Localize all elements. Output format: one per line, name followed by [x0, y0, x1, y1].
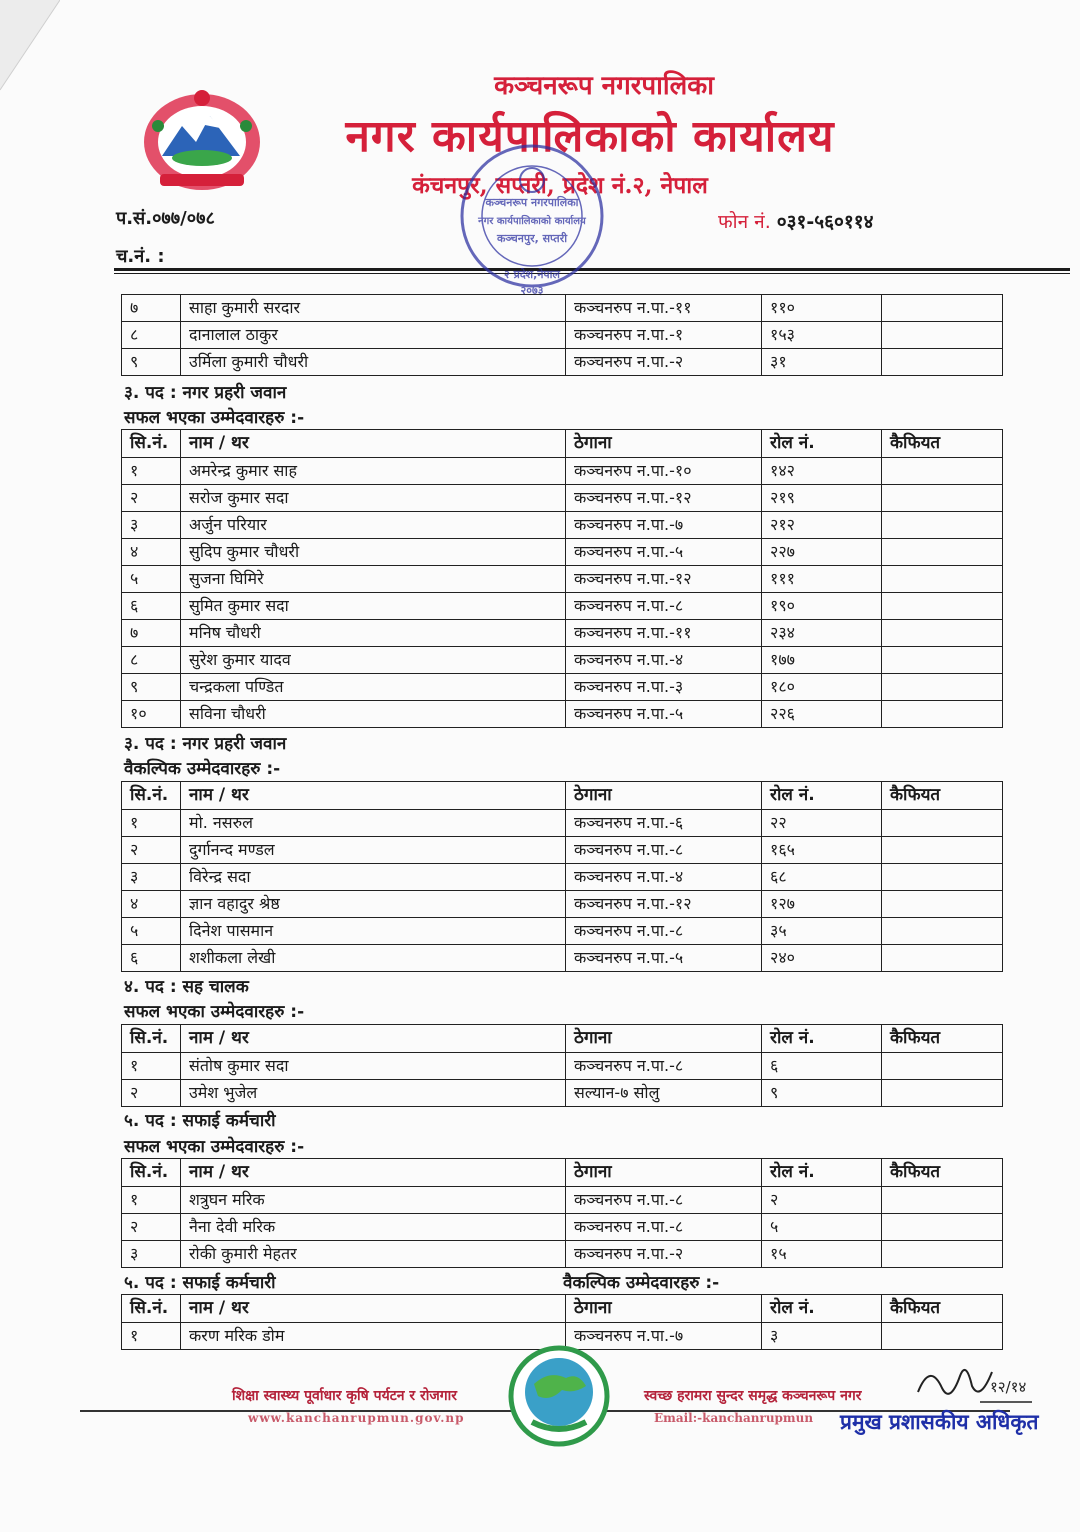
col-remarks: कैफियत [882, 1025, 1003, 1053]
cell-roll: १२७ [762, 891, 882, 918]
municipality-name: कञ्चनरूप नगरपालिका [494, 71, 714, 101]
cell-address: कञ्चनरुप न.पा.-७ [566, 1323, 762, 1350]
cell-remarks [882, 810, 1003, 837]
signature-date: १२/१४ [990, 1378, 1027, 1396]
cell-name: रोकी कुमारी मेहतर [181, 1241, 566, 1268]
cell-remarks [882, 945, 1003, 972]
table-row [122, 458, 1003, 485]
col-roll: रोल नं. [762, 1159, 882, 1187]
cell-address: कञ्चनरुप न.पा.-११ [566, 620, 762, 647]
cell-remarks [882, 1214, 1003, 1241]
cell-roll: ९ [762, 1080, 882, 1107]
cell-remarks [882, 918, 1003, 945]
stamp-line-2: नगर कार्यपालिकाको कार्यालय [478, 216, 586, 227]
cell-sn: ३ [122, 1241, 181, 1268]
cell-roll: २१२ [762, 512, 882, 539]
cell-address: कञ्चनरुप न.पा.-८ [566, 918, 762, 945]
cell-roll: १४२ [762, 458, 882, 485]
signature [910, 1352, 1040, 1414]
cell-name: मनिष चौधरी [181, 620, 566, 647]
col-roll: रोल नं. [762, 1025, 882, 1053]
section-3-subtitle: सफल भएका उम्मेदवारहरु :- [124, 1002, 305, 1022]
col-name: नाम / थर [181, 782, 566, 810]
cell-name: संतोष कुमार सदा [181, 1053, 566, 1080]
cell-remarks [882, 891, 1003, 918]
cell-name: उमेश भुजेल [181, 1080, 566, 1107]
cell-roll: १७७ [762, 647, 882, 674]
cell-name: सरोज कुमार सदा [181, 485, 566, 512]
cell-address: कञ्चनरुप न.पा.-५ [566, 945, 762, 972]
cell-address: कञ्चनरुप न.पा.-५ [566, 539, 762, 566]
table-row [122, 349, 1003, 376]
table-row [122, 918, 1003, 945]
cell-address: कञ्चनरुप न.पा.-६ [566, 810, 762, 837]
cell-remarks [882, 593, 1003, 620]
cell-address: कञ्चनरुप न.पा.-१ [566, 322, 762, 349]
table-row [122, 1214, 1003, 1241]
cell-name: साहा कुमारी सरदार [181, 295, 566, 322]
col-sn: सि.नं. [122, 430, 181, 458]
cell-roll: २३४ [762, 620, 882, 647]
cell-roll: ६ [762, 1053, 882, 1080]
table-row [122, 945, 1003, 972]
col-name: नाम / थर [181, 430, 566, 458]
stamp-line-1: कञ्चनरूप नगरपालिका [485, 196, 579, 209]
cell-sn: ३ [122, 864, 181, 891]
office-title: नगर कार्यपालिकाको कार्यालय [345, 111, 835, 162]
cell-remarks [882, 1241, 1003, 1268]
table-row [122, 1053, 1003, 1080]
cell-roll: २१९ [762, 485, 882, 512]
cell-name: दानालाल ठाकुर [181, 322, 566, 349]
cell-name: सुरेश कुमार यादव [181, 647, 566, 674]
col-remarks: कैफियत [882, 430, 1003, 458]
table-row [122, 891, 1003, 918]
cell-remarks [882, 295, 1003, 322]
cell-roll: ११० [762, 295, 882, 322]
office-address: कंचनपुर, सप्तरी, प्रदेश नं.२, नेपाल [412, 172, 708, 199]
table-header-row [122, 782, 1003, 810]
col-address: ठेगाना [566, 430, 762, 458]
cell-roll: १५ [762, 1241, 882, 1268]
cell-remarks [882, 322, 1003, 349]
phone-value: ०३१-५६०११४ [776, 211, 874, 233]
cell-sn: १ [122, 810, 181, 837]
continuation-table [121, 294, 1003, 376]
table-row [122, 837, 1003, 864]
table-row [122, 1080, 1003, 1107]
cell-address: कञ्चनरुप न.पा.-५ [566, 701, 762, 728]
cell-sn: ४ [122, 539, 181, 566]
table-header-row [122, 1025, 1003, 1053]
col-name: नाम / थर [181, 1025, 566, 1053]
col-address: ठेगाना [566, 782, 762, 810]
table-header-row [122, 430, 1003, 458]
cell-name: करण मरिक डोम [181, 1323, 566, 1350]
col-name: नाम / थर [181, 1295, 566, 1323]
cell-address: कञ्चनरुप न.पा.-४ [566, 864, 762, 891]
cell-name: सुजना घिमिरे [181, 566, 566, 593]
cell-sn: ८ [122, 647, 181, 674]
section-1-table [121, 429, 1003, 728]
cell-name: नैना देवी मरिक [181, 1214, 566, 1241]
cell-address: कञ्चनरुप न.पा.-८ [566, 1187, 762, 1214]
cell-sn: १ [122, 1053, 181, 1080]
cell-sn: ६ [122, 945, 181, 972]
cell-roll: ६८ [762, 864, 882, 891]
cell-sn: २ [122, 837, 181, 864]
cell-name: दिनेश पासमान [181, 918, 566, 945]
col-remarks: कैफियत [882, 782, 1003, 810]
table-row [122, 1187, 1003, 1214]
col-roll: रोल नं. [762, 430, 882, 458]
cell-sn: ३ [122, 512, 181, 539]
officer-title: प्रमुख प्रशासकीय अधिकृत [840, 1409, 1039, 1434]
cell-sn: ७ [122, 295, 181, 322]
cell-remarks [882, 1187, 1003, 1214]
section-5-table [121, 1294, 1003, 1350]
cell-remarks [882, 349, 1003, 376]
table-row [122, 295, 1003, 322]
cell-sn: १ [122, 1187, 181, 1214]
cell-address: कञ्चनरुप न.पा.-८ [566, 1214, 762, 1241]
table-header-row [122, 1159, 1003, 1187]
cell-address: कञ्चनरुप न.पा.-११ [566, 295, 762, 322]
cell-address: कञ्चनरुप न.पा.-८ [566, 837, 762, 864]
cell-sn: ५ [122, 918, 181, 945]
cell-remarks [882, 837, 1003, 864]
col-roll: रोल नं. [762, 782, 882, 810]
table-row [122, 620, 1003, 647]
cell-remarks [882, 512, 1003, 539]
cell-remarks [882, 485, 1003, 512]
section-4-table [121, 1158, 1003, 1268]
cell-roll: १९० [762, 593, 882, 620]
section-3-table [121, 1024, 1003, 1107]
cell-address: कञ्चनरुप न.पा.-८ [566, 593, 762, 620]
cell-name: ज्ञान वहादुर श्रेष्ठ [181, 891, 566, 918]
table-row [122, 566, 1003, 593]
cell-remarks [882, 1323, 1003, 1350]
cell-sn: २ [122, 1214, 181, 1241]
table-row [122, 810, 1003, 837]
col-remarks: कैफियत [882, 1295, 1003, 1323]
cell-remarks [882, 647, 1003, 674]
table-row [122, 647, 1003, 674]
col-address: ठेगाना [566, 1025, 762, 1053]
stamp-line-5: २०७३ [520, 284, 544, 297]
cell-roll: ३५ [762, 918, 882, 945]
cell-address: कञ्चनरुप न.पा.-८ [566, 1053, 762, 1080]
cell-name: दुर्गानन्द मण्डल [181, 837, 566, 864]
cell-sn: २ [122, 485, 181, 512]
col-name: नाम / थर [181, 1159, 566, 1187]
cell-sn: ४ [122, 891, 181, 918]
cell-roll: ३१ [762, 349, 882, 376]
cell-remarks [882, 1053, 1003, 1080]
cell-sn: ९ [122, 674, 181, 701]
cell-name: सुमित कुमार सदा [181, 593, 566, 620]
cell-address: कञ्चनरुप न.पा.-१० [566, 458, 762, 485]
section-2-subtitle: वैकल्पिक उम्मेदवारहरु :- [124, 759, 281, 779]
col-address: ठेगाना [566, 1159, 762, 1187]
cell-name: शशीकला लेखी [181, 945, 566, 972]
cell-name: चन्द्रकला पण्डित [181, 674, 566, 701]
cell-name: सविना चौधरी [181, 701, 566, 728]
cell-roll: १८० [762, 674, 882, 701]
section-4-title: ५. पद : सफाई कर्मचारी [124, 1111, 276, 1131]
cell-sn: ७ [122, 620, 181, 647]
reference-number: प.सं.०७७/०७८ [116, 208, 215, 229]
cell-name: अमरेन्द्र कुमार साह [181, 458, 566, 485]
col-address: ठेगाना [566, 1295, 762, 1323]
footer-slogan-left: शिक्षा स्वास्थ्य पूर्वाधार कृषि पर्यटन र रोजगार [232, 1388, 457, 1404]
cell-address: कञ्चनरुप न.पा.-२ [566, 1241, 762, 1268]
table-row [122, 512, 1003, 539]
col-sn: सि.नं. [122, 782, 181, 810]
table-row [122, 864, 1003, 891]
section-4-subtitle: सफल भएका उम्मेदवारहरु :- [124, 1137, 305, 1157]
cell-sn: ५ [122, 566, 181, 593]
cell-name: शत्रुघन मरिक [181, 1187, 566, 1214]
cell-roll: २२६ [762, 701, 882, 728]
dispatch-number: च.नं. : [116, 246, 165, 267]
cell-name: विरेन्द्र सदा [181, 864, 566, 891]
cell-remarks [882, 1080, 1003, 1107]
cell-sn: ८ [122, 322, 181, 349]
footer-slogan-right: स्वच्छ हरामरा सुन्दर समृद्ध कञ्चनरूप नगर [644, 1388, 862, 1404]
cell-roll: ५ [762, 1214, 882, 1241]
cell-roll: २ [762, 1187, 882, 1214]
cell-remarks [882, 566, 1003, 593]
table-row [122, 485, 1003, 512]
cell-sn: ९ [122, 349, 181, 376]
stamp-line-3: कञ्चनपुर, सप्तरी [496, 232, 568, 245]
cell-remarks [882, 864, 1003, 891]
cell-address: कञ्चनरुप न.पा.-४ [566, 647, 762, 674]
cell-roll: ३ [762, 1323, 882, 1350]
col-sn: सि.नं. [122, 1295, 181, 1323]
cell-sn: ६ [122, 593, 181, 620]
table-row [122, 674, 1003, 701]
cell-name: मो. नसरुल [181, 810, 566, 837]
cell-remarks [882, 674, 1003, 701]
col-sn: सि.नं. [122, 1159, 181, 1187]
footer-globe-logo-icon [504, 1344, 614, 1448]
cell-sn: १ [122, 458, 181, 485]
phone-number [718, 208, 874, 234]
section-3-title: ४. पद : सह चालक [124, 977, 249, 997]
cell-roll: १५३ [762, 322, 882, 349]
cell-address: सल्यान-७ सोलु [566, 1080, 762, 1107]
table-row [122, 701, 1003, 728]
phone-label: फोन नं. [718, 211, 771, 233]
col-roll: रोल नं. [762, 1295, 882, 1323]
cell-address: कञ्चनरुप न.पा.-१२ [566, 566, 762, 593]
cell-sn: १ [122, 1323, 181, 1350]
office-stamp [448, 140, 616, 298]
cell-remarks [882, 620, 1003, 647]
cell-address: कञ्चनरुप न.पा.-२ [566, 349, 762, 376]
cell-name: अर्जुन परियार [181, 512, 566, 539]
footer-website: www.kanchanrupmun.gov.np [248, 1411, 465, 1425]
cell-roll: १११ [762, 566, 882, 593]
cell-address: कञ्चनरुप न.पा.-१२ [566, 891, 762, 918]
cell-address: कञ्चनरुप न.पा.-७ [566, 512, 762, 539]
cell-sn: २ [122, 1080, 181, 1107]
col-remarks: कैफियत [882, 1159, 1003, 1187]
cell-remarks [882, 458, 1003, 485]
section-1-subtitle: सफल भएका उम्मेदवारहरु :- [124, 408, 305, 428]
section-2-table [121, 781, 1003, 972]
table-row [122, 322, 1003, 349]
section-5-title: ५. पद : सफाई कर्मचारी [124, 1273, 276, 1293]
cell-roll: २२ [762, 810, 882, 837]
cell-roll: २४० [762, 945, 882, 972]
section-5-subtitle: वैकल्पिक उम्मेदवारहरु :- [563, 1273, 720, 1293]
cell-address: कञ्चनरुप न.पा.-३ [566, 674, 762, 701]
cell-sn: १० [122, 701, 181, 728]
cell-name: सुदिप कुमार चौधरी [181, 539, 566, 566]
cell-roll: २२७ [762, 539, 882, 566]
cell-roll: १६५ [762, 837, 882, 864]
cell-address: कञ्चनरुप न.पा.-१२ [566, 485, 762, 512]
cell-name: उर्मिला कुमारी चौधरी [181, 349, 566, 376]
table-header-row [122, 1295, 1003, 1323]
table-row [122, 1241, 1003, 1268]
footer-email: Email:-kanchanrupmun [654, 1411, 814, 1425]
section-1-title: ३. पद : नगर प्रहरी जवान [124, 383, 287, 403]
cell-remarks [882, 701, 1003, 728]
col-sn: सि.नं. [122, 1025, 181, 1053]
cell-remarks [882, 539, 1003, 566]
table-row [122, 539, 1003, 566]
section-2-title: ३. पद : नगर प्रहरी जवान [124, 734, 287, 754]
stamp-line-4: २ प्रदेश,नेपाल [504, 268, 560, 281]
table-row [122, 593, 1003, 620]
